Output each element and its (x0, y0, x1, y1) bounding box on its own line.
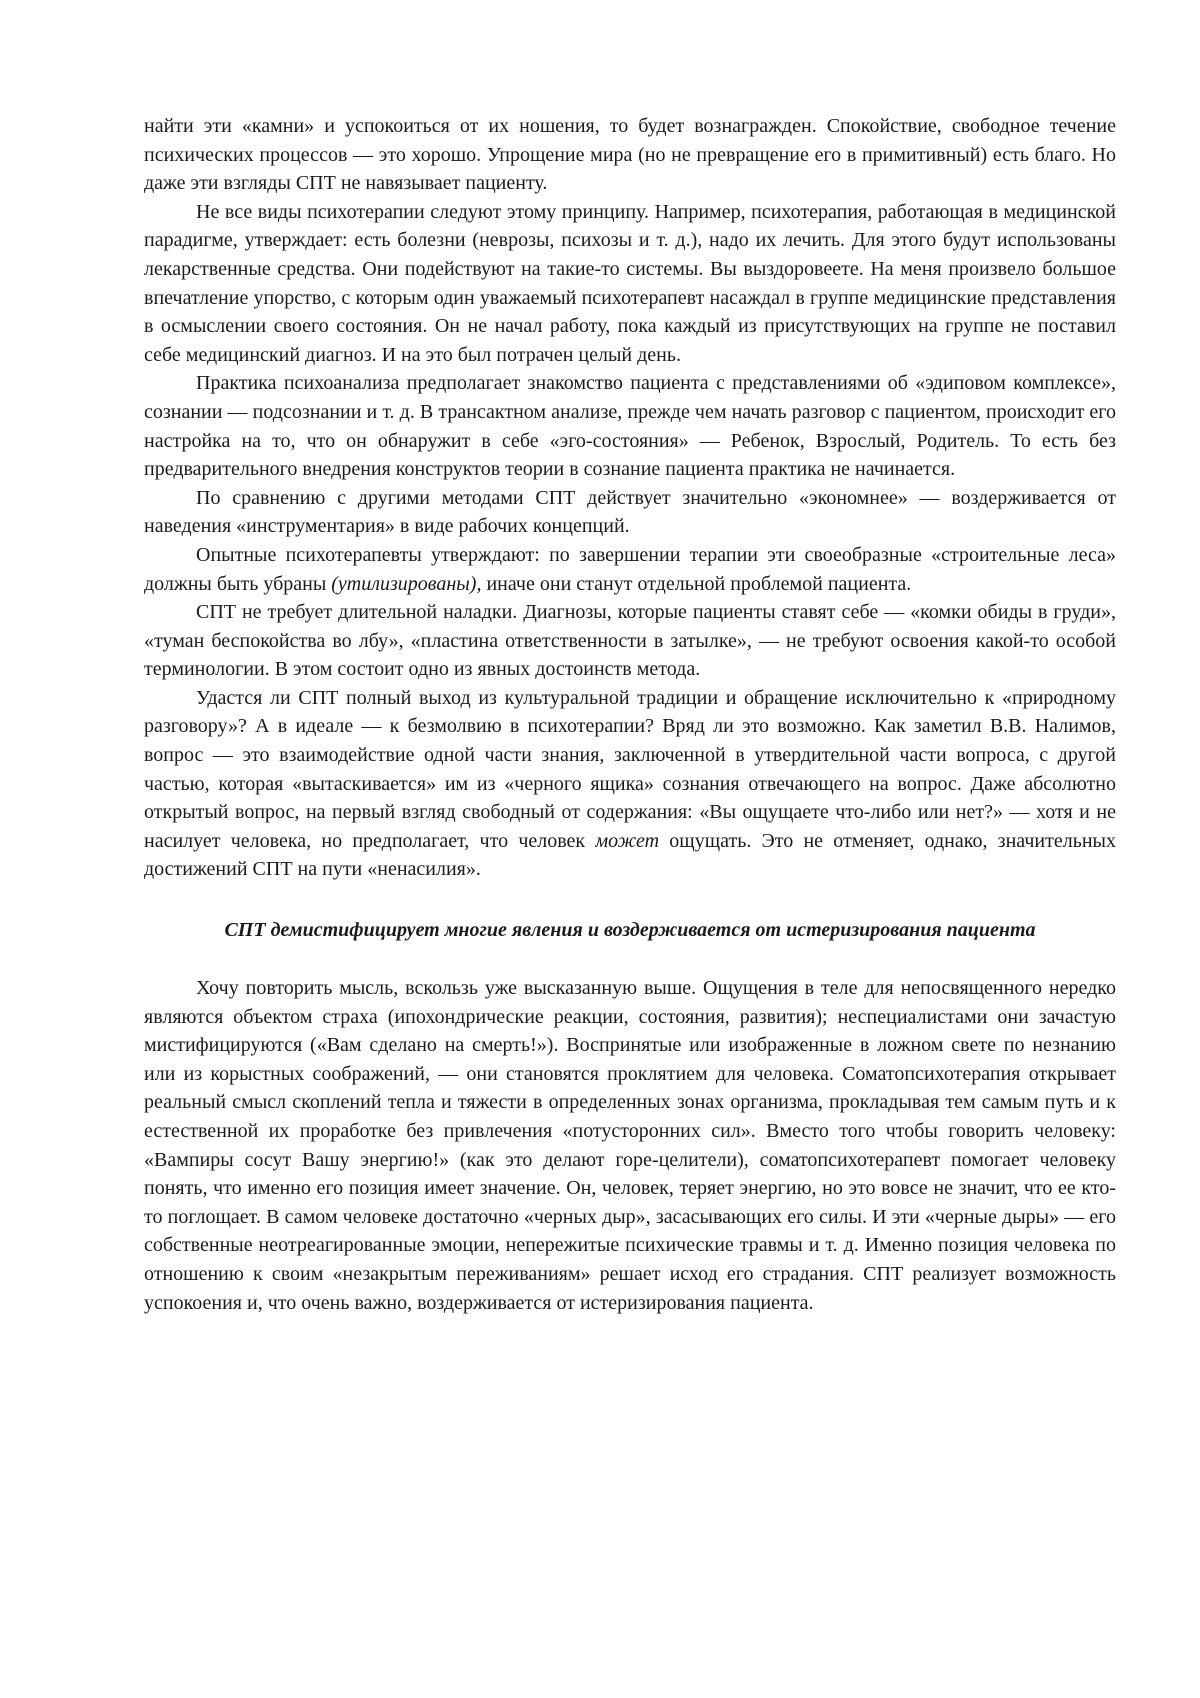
paragraph-p4 (144, 541, 1116, 598)
text-run: Хочу повторить мысль, вскользь уже высказанную выше. Ощущения в теле для непосвященного нередко являются объектом страха (ипохондрические реакции, состояния, развития); неспециалистами они зачастую мистифицируются («Вам сделано на смерть!»). Воспринятые или изображенные в ложном свете по незнанию или из корыстных соображений, — они становятся проклятием для человека. Соматопсихотерапия открывает реальный смысл скоплений тепла и тяжести в определенных зонах организма, прокладывая тем самым путь и к естественной их проработке без привлечения «потусторонних сил». Вместо того чтобы говорить человеку: «Вампиры сосут Вашу энергию!» (как это делают горе-целители), соматопсихотерапевт помогает человеку понять, что именно его позиция имеет значение. Он, человек, теряет энергию, но это вовсе не значит, что ее кто-то поглощает. В самом человеке достаточно «черных дыр», засасывающих его силы. И эти «черные дыры» — его собственные неотреагированные эмоции, непережитые психические травмы и т. д. Именно позиция человека по отношению к своим «незакрытым переживаниям» решает исход его страдания. СПТ реализует возможность успокоения и, что очень важно, воздерживается от истеризирования пациента. (144, 977, 1116, 1314)
body-text-after-heading (144, 974, 1116, 1317)
text-run: Опытные психотерапевты утверждают: по завершении терапии эти своеобразные «строительные леса» должны быть убраны (144, 543, 1116, 595)
emphasis-text: может (595, 829, 660, 852)
paragraph-p5 (144, 598, 1116, 684)
text-run: Удастся ли СПТ полный выход из культуральной традиции и обращение исключительно к «природному разговору»? А в идеале — к безмолвию в психотерапии? Вряд ли это возможно. Как заметил В.В. Налимов, вопрос — это взаимодействие одной части знания, заключенной в утвердительной части вопроса, с другой частью, которая «вытаскивается» им из «черного ящика» сознания отвечающего на вопрос. Даже абсолютно открытый вопрос, на первый взгляд свободный от содержания: «Вы ощущаете что-либо или нет?» — хотя и не насилует человека, но предполагает, что человек (144, 686, 1116, 852)
text-run: найти эти «камни» и успокоиться от их ношения, то будет вознагражден. Спокойствие, свободное течение психических процессов — это хорошо. Упрощение мира (но не превращение его в примитивный) есть благо. Но даже эти взгляды СПТ не навязывает пациенту. (144, 115, 1116, 195)
document-page (144, 112, 1116, 1317)
body-text-before-heading (144, 112, 1116, 884)
section-heading: СПТ демистифицирует многие явления и воздерживается от истеризирования пациента (224, 919, 1036, 942)
paragraph-p1 (144, 198, 1116, 370)
emphasis-text: (утилизированы), (331, 572, 482, 595)
text-run: Не все виды психотерапии следуют этому принципу. Например, психотерапия, работающая в медицинской парадигме, утверждает: есть болезни (неврозы, психозы и т. д.), надо их лечить. Для этого будут использованы лекарственные средства. Они подействуют на такие-то системы. Вы выздоровеете. На меня произвело большое впечатление упорство, с которым один уважаемый психотерапевт насаждал в группе медицинские представления в осмыслении своего состояния. Он не начал работу, пока каждый из присутствующих на группе не поставил себе медицинский диагноз. И на это был потрачен целый день. (144, 200, 1116, 366)
text-run: СПТ не требует длительной наладки. Диагнозы, которые пациенты ставят себе — «комки обиды в груди», «туман беспокойства во лбу», «пластина ответственности в затылке», — не требуют освоения какой-то особой терминологии. В этом состоит одно из явных достоинств метода. (144, 601, 1116, 681)
paragraph-p7 (144, 974, 1116, 1317)
paragraph-p6 (144, 684, 1116, 884)
text-run: ощущать. Это не отменяет, однако, значительных достижений СПТ на пути «ненасилия». (144, 829, 1116, 881)
paragraph-p2 (144, 369, 1116, 483)
text-run: иначе они станут отдельной проблемой пациента. (481, 572, 912, 595)
paragraph-p0 (144, 112, 1116, 198)
text-run: По сравнению с другими методами СПТ действует значительно «экономнее» — воздерживается от наведения «инструментария» в виде рабочих концепций. (144, 486, 1116, 538)
paragraph-p3 (144, 484, 1116, 541)
text-run: Практика психоанализа предполагает знакомство пациента с представлениями об «эдиповом комплексе», сознании — подсознании и т. д. В трансактном анализе, прежде чем начать разговор с пациентом, происходит его настройка на то, что он обнаружит в себе «эго-состояния» — Ребенок, Взрослый, Родитель. То есть без предварительного внедрения конструктов теории в сознание пациента практика не начинается. (144, 372, 1116, 481)
